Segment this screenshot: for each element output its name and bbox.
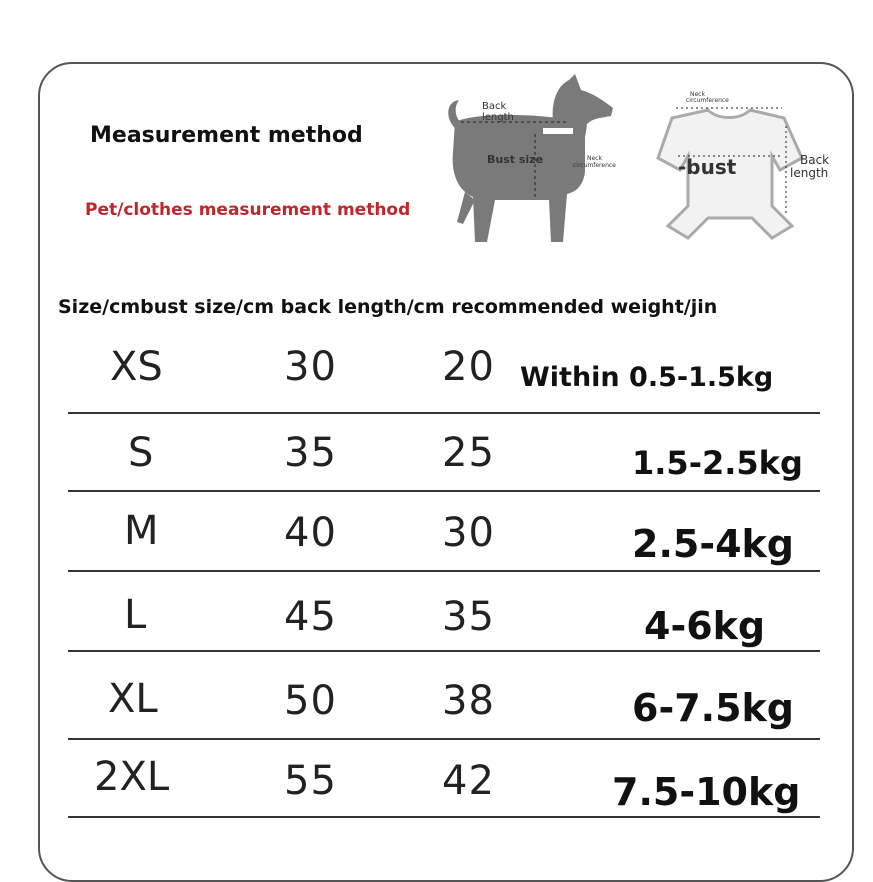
size-m: M	[124, 508, 159, 554]
size-l: L	[124, 592, 147, 638]
bust-xl: 50	[284, 678, 337, 724]
dog-back-label-1: Back	[482, 101, 507, 112]
weight-xl: 6-7.5kg	[632, 686, 795, 730]
back-s: 25	[442, 430, 495, 476]
size-2xl: 2XL	[94, 754, 170, 800]
weight-l: 4-6kg	[644, 604, 766, 648]
row-divider	[68, 412, 820, 414]
dog-measurement-diagram	[435, 72, 625, 247]
shirt-neck-label-2: circumference	[686, 97, 729, 104]
row-divider	[68, 738, 820, 740]
row-divider	[68, 490, 820, 492]
row-divider	[68, 570, 820, 572]
page-subtitle: Pet/clothes measurement method	[85, 200, 411, 220]
weight-2xl: 7.5-10kg	[612, 770, 801, 814]
shirt-back-label-1: Back	[800, 153, 830, 167]
back-l: 35	[442, 594, 495, 640]
row-divider	[68, 650, 820, 652]
dog-bust-label: Bust size	[487, 153, 544, 166]
weight-m: 2.5-4kg	[632, 522, 795, 566]
shirt-measurement-diagram	[632, 86, 840, 246]
back-xl: 38	[442, 678, 495, 724]
row-divider	[68, 816, 820, 818]
collar-icon	[543, 128, 573, 134]
shirt-neck-label-1: Neck	[690, 91, 705, 98]
shirt-bust-label: -bust	[678, 155, 737, 179]
size-xs: XS	[110, 344, 163, 390]
back-xs: 20	[442, 344, 495, 390]
bust-l: 45	[284, 594, 337, 640]
shirt-back-label-2: length	[790, 166, 829, 180]
back-m: 30	[442, 510, 495, 556]
bust-s: 35	[284, 430, 337, 476]
weight-s: 1.5-2.5kg	[632, 444, 803, 482]
dog-neck-label-2: circumference	[573, 162, 616, 169]
bust-2xl: 55	[284, 758, 337, 804]
page-title: Measurement method	[90, 123, 363, 148]
dog-neck-label-1: Neck	[587, 155, 602, 162]
size-s: S	[128, 430, 154, 476]
back-2xl: 42	[442, 758, 495, 804]
size-xl: XL	[108, 676, 158, 722]
weight-xs: Within 0.5-1.5kg	[520, 362, 774, 393]
bust-m: 40	[284, 510, 337, 556]
table-header: Size/cmbust size/cm back length/cm recommended weight/jin	[58, 296, 718, 318]
bust-xs: 30	[284, 344, 337, 390]
dog-back-label-2: length	[482, 112, 514, 123]
